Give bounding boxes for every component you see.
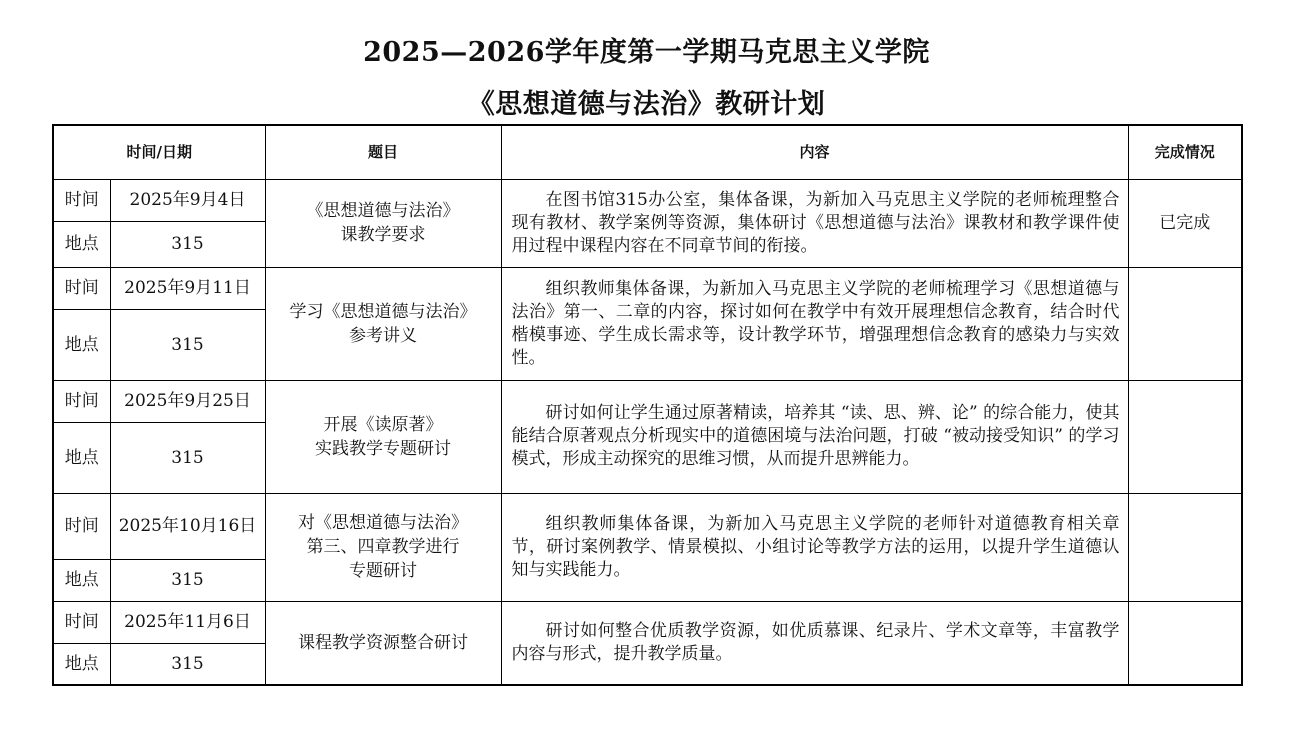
topic-cell (265, 179, 501, 267)
content-cell: 在图书馆315办公室，集体备课，为新加入马克思主义学院的老师梳理整合现有教材、教学案例等资源，集体研讨《思想道德与法治》课教材和教学课件使用过程中课程内容在不同章节间的衔接。 (501, 179, 1128, 267)
content-cell: 研讨如何整合优质教学资源，如优质慕课、纪录片、学术文章等，丰富教学内容与形式，提升教学质量。 (501, 601, 1128, 685)
table-row (53, 493, 1242, 559)
place-cell: 315 (110, 643, 265, 685)
status-cell (1128, 380, 1242, 493)
time-label: 时间 (53, 267, 110, 309)
content-cell: 研讨如何让学生通过原著精读，培养其 “读、思、辨、论” 的综合能力，使其能结合原著观点分析现实中的道德困境与法治问题，打破 “被动接受知识” 的学习模式，形成主动探究的思维习惯，从而提升思辨能力。 (501, 380, 1128, 493)
place-cell: 315 (110, 422, 265, 493)
place-label: 地点 (53, 221, 110, 267)
place-label: 地点 (53, 422, 110, 493)
time-label: 时间 (53, 380, 110, 422)
topic-line: 《思想道德与法治》 (306, 201, 460, 221)
column-header-time-date: 时间/日期 (53, 125, 265, 179)
column-header-status: 完成情况 (1128, 125, 1242, 179)
column-header-content: 内容 (501, 125, 1128, 179)
topic-line: 学习《思想道德与法治》 (289, 301, 477, 322)
document-subtitle: 《思想道德与法治》教研计划 (467, 89, 826, 120)
date-cell: 2025年9月11日 (110, 267, 265, 309)
time-label: 时间 (53, 601, 110, 643)
time-label: 时间 (53, 493, 110, 559)
topic-line: 参考讲义 (349, 325, 418, 346)
topic-line: 对《思想道德与法治》 (298, 513, 469, 533)
place-label: 地点 (53, 309, 110, 380)
column-header-topic: 题目 (265, 125, 501, 179)
research-plan-table (52, 124, 1243, 686)
topic-cell (265, 267, 501, 380)
topic-cell (265, 601, 501, 685)
date-cell: 2025年10月16日 (110, 493, 265, 559)
document-title: 2025—2026学年度第一学期马克思主义学院 (363, 37, 930, 68)
topic-line: 第三、四章教学进行 (306, 537, 460, 557)
topic-line: 实践教学专题研讨 (315, 438, 452, 459)
topic-line: 专题研讨 (349, 561, 418, 581)
content-cell: 组织教师集体备课，为新加入马克思主义学院的老师梳理学习《思想道德与法治》第一、二章的内容，探讨如何在教学中有效开展理想信念教育，结合时代楷模事迹、学生成长需求等，设计教学环节，增强理想信念教育的感染力与实效性。 (501, 267, 1128, 380)
topic-line: 开展《读原著》 (323, 414, 443, 435)
date-cell: 2025年9月4日 (110, 179, 265, 221)
content-cell: 组织教师集体备课，为新加入马克思主义学院的老师针对道德教育相关章节，研讨案例教学、情景模拟、小组讨论等教学方法的运用，以提升学生道德认知与实践能力。 (501, 493, 1128, 601)
table-row (53, 267, 1242, 309)
topic-cell (265, 380, 501, 493)
time-label: 时间 (53, 179, 110, 221)
date-cell: 2025年11月6日 (110, 601, 265, 643)
status-cell: 已完成 (1128, 179, 1242, 267)
status-cell (1128, 601, 1242, 685)
topic-cell (265, 493, 501, 601)
place-label: 地点 (53, 559, 110, 601)
table-header-row (53, 125, 1242, 179)
date-cell: 2025年9月25日 (110, 380, 265, 422)
place-label: 地点 (53, 643, 110, 685)
place-cell: 315 (110, 559, 265, 601)
place-cell: 315 (110, 309, 265, 380)
topic-line: 课教学要求 (340, 225, 426, 245)
topic-line: 课程教学资源整合研讨 (298, 632, 469, 653)
table-row (53, 380, 1242, 422)
table-row (53, 179, 1242, 221)
table-row (53, 601, 1242, 643)
place-cell: 315 (110, 221, 265, 267)
status-cell (1128, 493, 1242, 601)
status-cell (1128, 267, 1242, 380)
